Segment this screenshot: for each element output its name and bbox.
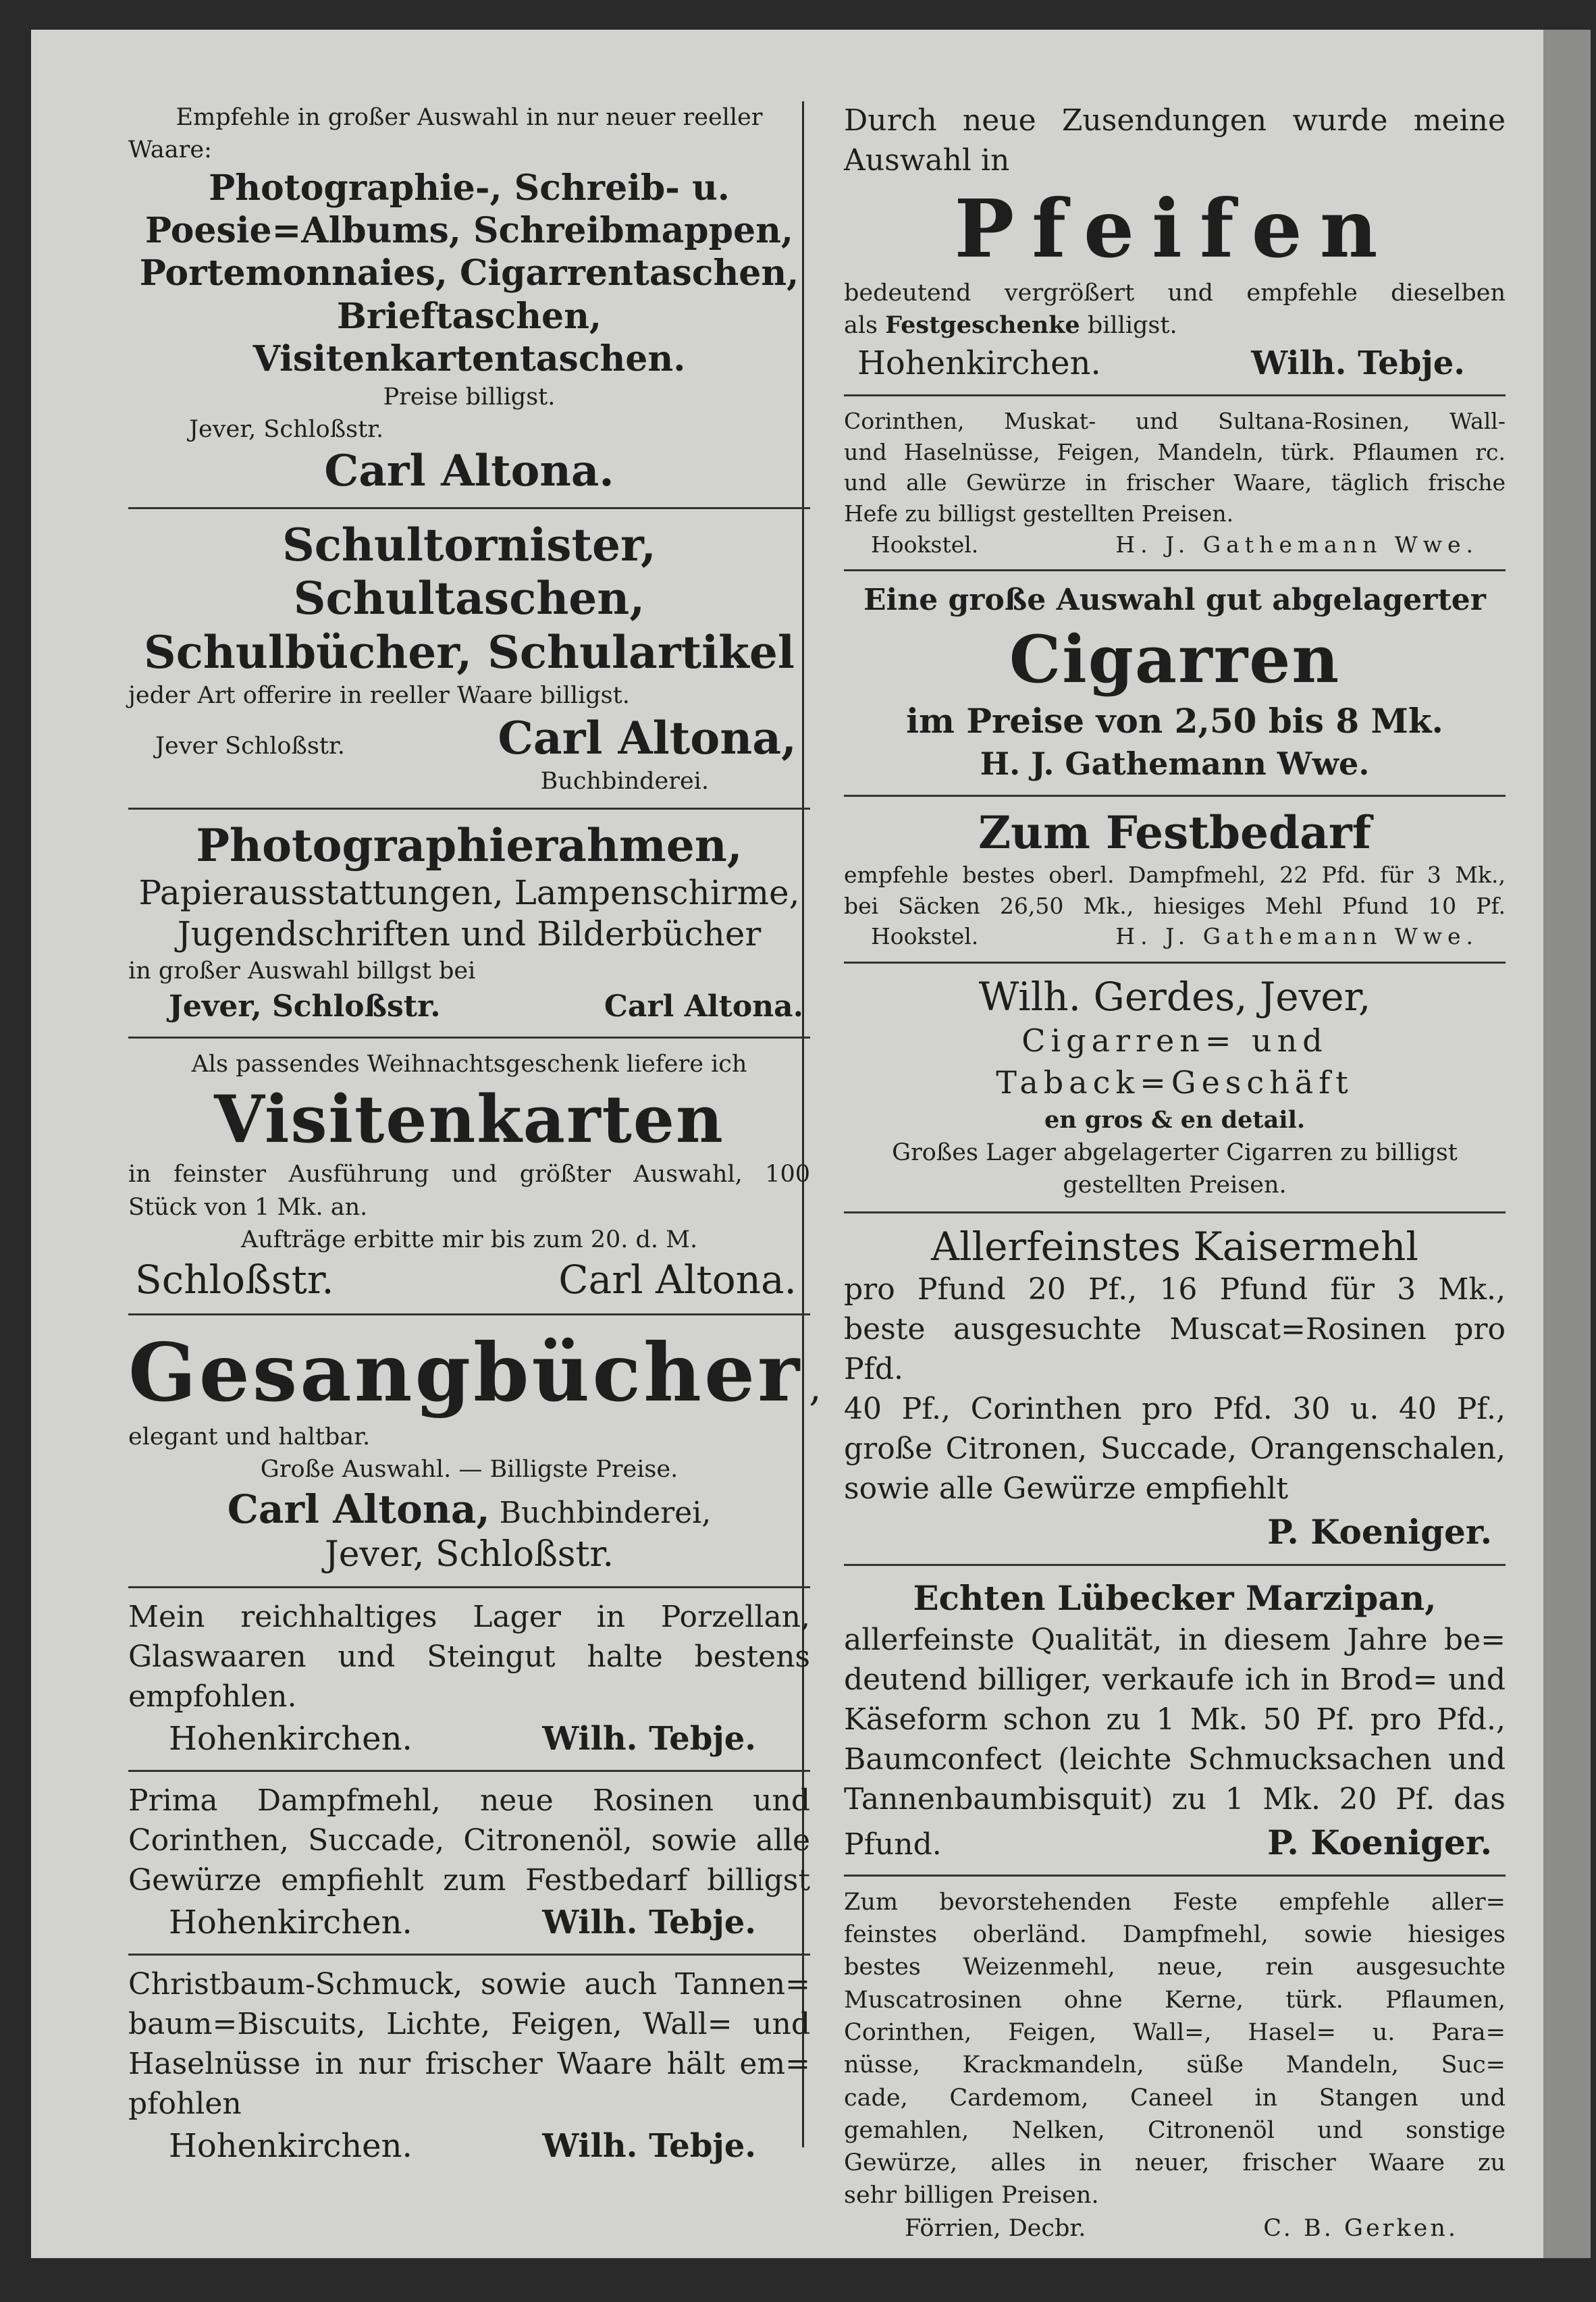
- ad-separator: [128, 1954, 810, 1956]
- ad-text-2: Glaswaaren und Steingut halte bestens: [128, 1639, 810, 1674]
- ad-text-3: bedeutend vergrößert und empfehle dieselben: [844, 279, 1506, 307]
- ad-wilh-tebje-pipes: [844, 101, 1506, 385]
- ad-text-4: große Citronen, Succade, Orangenschalen,: [844, 1432, 1506, 1467]
- ad-separator: [844, 569, 1506, 571]
- ad-subline-1: Papierausstattungen, Lampenschirme,: [138, 872, 800, 912]
- ad-text-4: Baumconfect (leichte Schmucksachen und: [844, 1742, 1506, 1777]
- ad-text-4b: Festgeschenke: [885, 311, 1080, 339]
- ad-text-1: empfehle bestes oberl. Dampfmehl, 22 Pfd. für 3 Mk.,: [844, 862, 1506, 889]
- ad-headline: Allerfeinstes Kaisermehl: [931, 1223, 1418, 1270]
- ad-place: Hohenkirchen.: [857, 344, 1101, 383]
- ad-headline-2: Schulbücher, Schulartikel: [144, 625, 795, 679]
- ad-carl-altona-visiting-cards: [128, 1048, 810, 1304]
- ad-text-1: pro Pfund 20 Pf., 16 Pfund für 3 Mk.,: [844, 1272, 1506, 1307]
- ad-intro-cont: Waare:: [128, 136, 212, 164]
- ad-text-3: Käseform schon zu 1 Mk. 50 Pf. pro Pfd.,: [844, 1702, 1506, 1737]
- ad-text-1: Christbaum-Schmuck, sowie auch Tannen=: [128, 1967, 810, 2002]
- ad-headline: Gesangbücher: [128, 1326, 803, 1420]
- ad-text-4: Muscatrosinen ohne Kerne, türk. Pflaumen,: [844, 1986, 1506, 2014]
- ad-text-1: Corinthen, Muskat- und Sultana-Rosinen, Wall-: [844, 408, 1506, 435]
- ad-signature: Wilh. Tebje.: [542, 1719, 756, 1758]
- ad-signature: Carl Altona,: [498, 712, 797, 765]
- ad-place: Jever Schloßstr.: [155, 733, 345, 760]
- ad-separator: [844, 394, 1506, 396]
- ad-text-2: Auswahl in: [844, 142, 1010, 178]
- ad-text-3: Haselnüsse in nur frischer Waare hält em=: [128, 2046, 810, 2081]
- ad-separator: [128, 1037, 810, 1039]
- ad-text-1: Mein reichhaltiges Lager in Porzellan,: [128, 1599, 810, 1634]
- ad-text-2: beste ausgesuchte Muscat=Rosinen pro Pfd.: [844, 1312, 1506, 1387]
- ad-place: Schloßstr.: [135, 1257, 334, 1303]
- ad-gathemann-raisins: [844, 406, 1506, 560]
- ad-carl-altona-frames: [128, 819, 810, 1027]
- ad-intro: Als passendes Weihnachtsgeschenk liefere ich: [191, 1050, 747, 1078]
- ad-text-1: elegant und haltbar.: [128, 1423, 371, 1450]
- ad-headline: Cigarren: [1009, 621, 1341, 698]
- ad-headline: Zum Festbedarf: [978, 806, 1372, 859]
- ad-wilh-tebje-porcelain: [128, 1598, 810, 1760]
- ad-text-2: feinstes oberländ. Dampfmehl, sowie hiesiges: [844, 1921, 1506, 1949]
- ad-text-3: bestes Weizenmehl, neue, rein ausgesuchte: [844, 1954, 1506, 1981]
- ad-text-1: Prima Dampfmehl, neue Rosinen und: [128, 1783, 810, 1818]
- right-column: [844, 101, 1506, 2245]
- ad-text: in großer Auswahl billgst bei: [128, 957, 476, 985]
- ad-separator: [844, 1211, 1506, 1213]
- ad-text-6: Pfund.: [844, 1827, 942, 1862]
- ad-separator: [844, 962, 1506, 964]
- ad-price: im Preise von 2,50 bis 8 Mk.: [906, 701, 1443, 741]
- ad-signature-sub: Buchbinderei,: [499, 1496, 712, 1531]
- ad-headline: Visitenkarten: [214, 1081, 724, 1158]
- ad-signature: Carl Altona.: [324, 446, 614, 497]
- ad-text-5: Corinthen, Feigen, Wall=, Hasel= u. Para=: [844, 2018, 1506, 2046]
- ad-text: jeder Art offerire in reeller Waare billigst.: [128, 681, 630, 709]
- ad-carl-altona-albums: [128, 101, 810, 498]
- ad-koeniger-marzipan: [844, 1575, 1506, 1865]
- ad-koeniger-flour: [844, 1223, 1506, 1554]
- ad-place: Hookstel.: [871, 531, 979, 558]
- ad-text-2: Corinthen, Succade, Citronenöl, sowie alle: [128, 1823, 810, 1858]
- ad-gathemann-cigars: [844, 581, 1506, 785]
- ad-place: Förrien, Decbr.: [905, 2214, 1086, 2242]
- ad-separator: [844, 1564, 1506, 1566]
- ad-signature: Carl Altona.: [558, 1257, 797, 1303]
- ad-text-3: Aufträge erbitte mir bis zum 20. d. M.: [240, 1226, 698, 1254]
- ad-latin-line: en gros & en detail.: [1044, 1105, 1306, 1134]
- ad-text-5: Tannenbaumbisquit) zu 1 Mk. 20 Pf. das: [844, 1781, 1506, 1816]
- ad-place: Hohenkirchen.: [169, 1903, 413, 1941]
- ad-text-2: bei Säcken 26,50 Mk., hiesiges Mehl Pfund 10 Pf.: [844, 892, 1506, 919]
- ad-carl-altona-school: [128, 519, 810, 797]
- ad-headline-2: Poesie=Albums, Schreibmappen,: [145, 210, 793, 252]
- ad-headline-1: Schultornister, Schultaschen,: [282, 519, 656, 625]
- ad-text-1: Durch neue Zusendungen wurde meine: [844, 103, 1506, 138]
- ad-headline: Wilh. Gerdes, Jever,: [978, 973, 1371, 1020]
- ad-text-1: Zum bevorstehenden Feste empfehle aller=: [844, 1888, 1506, 1916]
- ad-place: Jever, Schloßstr.: [169, 989, 441, 1024]
- ad-place: Jever, Schloßstr.: [189, 416, 384, 444]
- ad-text-1: allerfeinste Qualität, in diesem Jahre be=: [844, 1622, 1506, 1657]
- ad-wilh-tebje-christmas: [128, 1965, 810, 2168]
- ad-headline-comma: ,: [809, 1364, 822, 1411]
- ad-text-3: Gewürze empfiehlt zum Festbedarf billigst: [128, 1862, 810, 1898]
- ad-text-8: gemahlen, Nelken, Citronenöl und sonstige: [844, 2116, 1506, 2144]
- page-edge: [1543, 30, 1591, 2258]
- ad-headline: Pfeifen: [954, 181, 1395, 276]
- ad-text-5: sowie alle Gewürze empfiehlt: [844, 1471, 1289, 1507]
- ad-wilh-gerdes: [844, 973, 1506, 1202]
- ad-signature: C. B. Gerken.: [1263, 2214, 1458, 2242]
- ad-text-1: in feinster Ausführung und größter Auswahl, 100: [128, 1161, 810, 1188]
- ad-intro: Eine große Auswahl gut abgelagerter: [863, 583, 1486, 618]
- ad-signature: Carl Altona.: [604, 989, 803, 1024]
- ad-text-6: nüsse, Krackmandeln, süße Mandeln, Suc=: [844, 2051, 1506, 2079]
- ad-headline: Photographierahmen,: [196, 818, 743, 872]
- ad-text-3: empfohlen.: [128, 1679, 297, 1714]
- ad-text-2: Große Auswahl. — Billigste Preise.: [260, 1455, 679, 1483]
- ad-subline-2: Jugendschriften und Bilderbücher: [177, 914, 762, 953]
- ad-intro: Empfehle in großer Auswahl in nur neuer reeller: [176, 104, 763, 131]
- ad-signature: H. J. Gathemann Wwe.: [1115, 923, 1479, 950]
- ad-text-4a: als: [844, 311, 878, 339]
- ad-separator: [128, 1313, 810, 1315]
- ad-signature: H. J. Gathemann Wwe.: [1115, 531, 1479, 558]
- ad-text-2: und Haselnüsse, Feigen, Mandeln, türk. Pflaumen rc.: [844, 438, 1506, 465]
- ad-carl-altona-hymnals: [128, 1325, 822, 1577]
- ad-separator: [128, 1770, 810, 1772]
- ad-text-3: und alle Gewürze in frischer Waare, täglich frische: [844, 469, 1506, 496]
- left-column: [128, 101, 822, 2168]
- ad-text-4c: billigst.: [1087, 311, 1177, 339]
- ad-price-note: Preise billigst.: [383, 383, 556, 411]
- ad-separator: [844, 795, 1506, 797]
- ad-headline-3: Portemonnaies, Cigarrentaschen,: [139, 253, 799, 294]
- ad-place: Hohenkirchen.: [169, 1719, 413, 1758]
- ad-separator: [128, 1586, 810, 1588]
- ad-signature: Carl Altona,: [227, 1486, 490, 1533]
- ad-gathemann-festive: [844, 806, 1506, 952]
- ad-place: Hohenkirchen.: [169, 2126, 413, 2165]
- ad-text-10: sehr billigen Preisen.: [844, 2182, 1099, 2209]
- ad-gerken-festive: [844, 1886, 1506, 2245]
- ad-separator: [128, 507, 810, 509]
- ad-headline: Echten Lübecker Marzipan,: [913, 1577, 1437, 1618]
- ad-text-3: 40 Pf., Corinthen pro Pfd. 30 u. 40 Pf.,: [844, 1392, 1506, 1427]
- ad-signature: P. Koeniger.: [1267, 1511, 1492, 1552]
- ad-text-4: Hefe zu billigst gestellten Preisen.: [844, 500, 1234, 527]
- ad-text-2: gestellten Preisen.: [1063, 1172, 1287, 1199]
- ad-separator: [844, 1875, 1506, 1877]
- ad-text-9: Gewürze, alles in neuer, frischer Waare zu: [844, 2149, 1506, 2177]
- ad-text-1: Großes Lager abgelagerter Cigarren zu billigst: [892, 1139, 1458, 1166]
- ad-separator: [128, 808, 810, 810]
- ad-subline: Cigarren= und Taback=Geschäft: [996, 1022, 1354, 1101]
- ad-headline-4: Brieftaschen, Visitenkartentaschen.: [252, 295, 686, 380]
- ad-text-7: cade, Cardemom, Caneel in Stangen und: [844, 2084, 1506, 2112]
- ad-signature-sub: Buchbinderei.: [540, 768, 709, 795]
- ad-text-2: baum=Biscuits, Lichte, Feigen, Wall= und: [128, 2006, 810, 2041]
- ad-headline-1: Photographie-, Schreib- u.: [209, 167, 730, 209]
- ad-signature: H. J. Gathemann Wwe.: [980, 745, 1370, 783]
- ad-text-2: deutend billiger, verkaufe ich in Brod= und: [844, 1662, 1506, 1697]
- ad-text-4: pfohlen: [128, 2086, 242, 2121]
- ad-place: Jever, Schloßstr.: [324, 1534, 614, 1575]
- ad-signature: P. Koeniger.: [1267, 1822, 1492, 1862]
- ad-signature: Wilh. Tebje.: [542, 1903, 756, 1941]
- ad-place: Hookstel.: [871, 923, 979, 950]
- ad-signature: Wilh. Tebje.: [542, 2126, 756, 2165]
- ad-text-2: Stück von 1 Mk. an.: [128, 1193, 368, 1221]
- ad-signature: Wilh. Tebje.: [1251, 344, 1465, 383]
- ad-wilh-tebje-flour: [128, 1781, 810, 1944]
